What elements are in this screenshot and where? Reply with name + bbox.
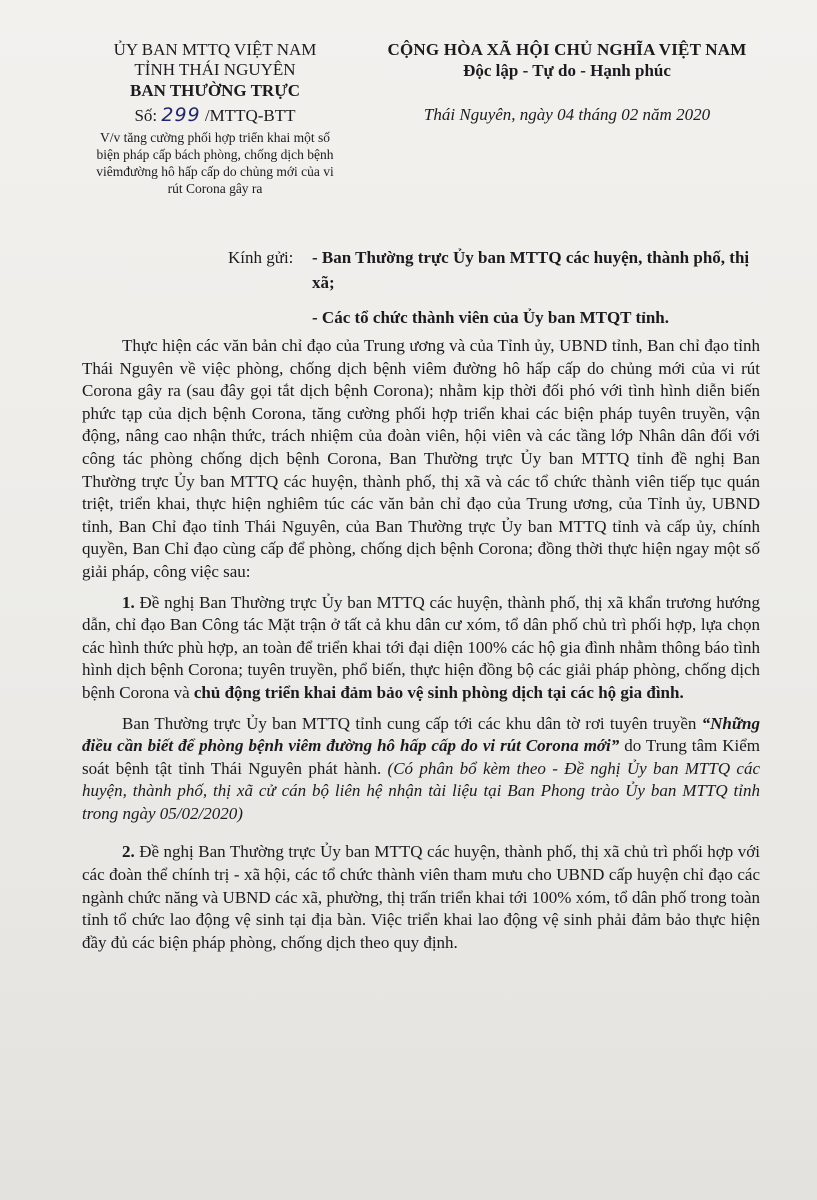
recipient-1: - Ban Thường trực Ủy ban MTTQ các huyện, thành phố, thị xã;	[312, 248, 750, 292]
leaflet-title: “Những điều cần biết để phòng bệnh viêm đường hô hấp cấp do vi rút Corona mới”	[82, 713, 760, 756]
paragraph-item-2	[82, 841, 760, 954]
item-1-text: Đề nghị Ban Thường trực Ủy ban MTTQ các huyện, thành phố, thị xã khẩn trương hướng dẫn, chỉ đạo Ban Công tác Mặt trận ở tất cả khu dân cư xóm, tổ dân phố chủ trì phối hợp, lựa chọn các hình thức phù hợp, an toàn để triển khai tới đại diện 100% các hộ gia đình nhằm thông báo tình hình dịch bệnh Corona; tuyên truyền, phổ biến, thực hiện đồng bộ các giải pháp phòng, chống dịch bệnh Corona và	[82, 592, 760, 702]
paragraph-intro: Thực hiện các văn bản chỉ đạo của Trung ương và của Tỉnh ủy, UBND tỉnh, Ban chỉ đạo tỉnh Thái Nguyên về việc phòng, chống dịch bệnh viêm đường hô hấp cấp do chủng mới của vi rút Corona gây ra (sau đây gọi tắt dịch bệnh Corona); nhằm kịp thời đối phó với tình hình diễn biến phức tạp của dịch bệnh Corona, tăng cường phối hợp triển khai các biện pháp tuyên truyền, vận động, nâng cao nhận thức, trách nhiệm của đoàn viên, hội viên và các tầng lớp Nhân dân đối với công tác phòng chống dịch bệnh Corona, Ban Thường trực Ủy ban MTTQ tỉnh đề nghị Ban Thường trực Ủy ban MTTQ các huyện, thành phố, thị xã và các tổ chức thành viên tiếp tục quán triệt, triển khai, thực hiện nghiêm túc các văn bản chỉ đạo của Trung ương, của Tỉnh ủy, UBND tỉnh, Ban Chỉ đạo tỉnh Thái Nguyên, của Ban Thường trực Ủy ban MTTQ tỉnh và cấp ủy, chính quyền, Ban Chỉ đạo cùng cấp để phòng, chống dịch bệnh Corona; đồng thời thực hiện ngay một số giải pháp, công việc sau:	[82, 336, 760, 581]
item-1-bold-text: chủ động triển khai đảm bảo vệ sinh phòng dịch tại các hộ gia đình.	[193, 682, 684, 702]
recipients-block	[228, 245, 768, 330]
national-title: CỘNG HÒA XÃ HỘI CHỦ NGHĨA VIỆT NAM	[387, 40, 747, 59]
item-2-text: Đề nghị Ban Thường trực Ủy ban MTTQ các huyện, thành phố, thị xã chủ trì phối hợp với các đoàn thể chính trị - xã hội, các tổ chức thành viên tham mưu cho UBND cấp huyện chỉ đạo các ngành chức năng và UBND các xã, phường, thị trấn triển khai tới 100% xóm, tổ dân phố trong toàn tỉnh tổ chức lao động vệ sinh tại địa bàn. Việc triển khai lao động vệ sinh phải đảm bảo thực hiện đầy đủ các biện pháp phòng, chống dịch theo quy định.	[82, 842, 760, 952]
leaflet-text-b: do Trung tâm Kiểm soát bệnh tật tỉnh Thái Nguyên phát hành.	[82, 736, 760, 778]
document-date: Thái Nguyên, ngày 04 tháng 02 năm 2020	[423, 105, 711, 124]
document-number	[80, 104, 350, 127]
document-number-handwritten: 299	[161, 104, 201, 126]
paragraph-leaflet	[82, 713, 760, 826]
issuing-agency-block	[80, 40, 350, 197]
item-2-number: 2.	[122, 842, 135, 862]
item-1-number: 1.	[122, 592, 135, 612]
leaflet-note: (Có phân bổ kèm theo - Đề nghị Ủy ban MTTQ các huyện, thành phố, thị xã cử cán bộ liên hệ nhận tài liệu tại Ban Phong trào Ủy ban MTTQ tỉnh trong ngày 05/02/2020)	[82, 758, 760, 823]
agency-line-3: BAN THƯỜNG TRỰC	[129, 81, 301, 100]
recipient-2: - Các tổ chức thành viên của Ủy ban MTQT tỉnh.	[312, 308, 670, 327]
document-subject: V/v tăng cường phối hợp triển khai một số biện pháp cấp bách phòng, chống dịch bệnh viêmđường hô hấp cấp do chủng mới của vi rút Corona gây ra	[96, 130, 334, 196]
agency-line-1: ỦY BAN MTTQ VIỆT NAM	[113, 40, 317, 59]
paragraph-item-1	[82, 592, 760, 705]
document-body	[82, 335, 760, 954]
national-header-block	[352, 40, 782, 126]
agency-line-2: TỈNH THÁI NGUYÊN	[134, 60, 296, 79]
leaflet-text-a: Ban Thường trực Ủy ban MTTQ tỉnh cung cấp tới các khu dân tờ rơi tuyên truyền	[122, 713, 702, 733]
document-number-prefix: Số:	[134, 106, 158, 125]
national-motto: Độc lập - Tự do - Hạnh phúc	[463, 61, 671, 80]
recipients-label: Kính gửi:	[228, 248, 294, 267]
document-number-suffix: /MTTQ-BTT	[204, 106, 296, 125]
